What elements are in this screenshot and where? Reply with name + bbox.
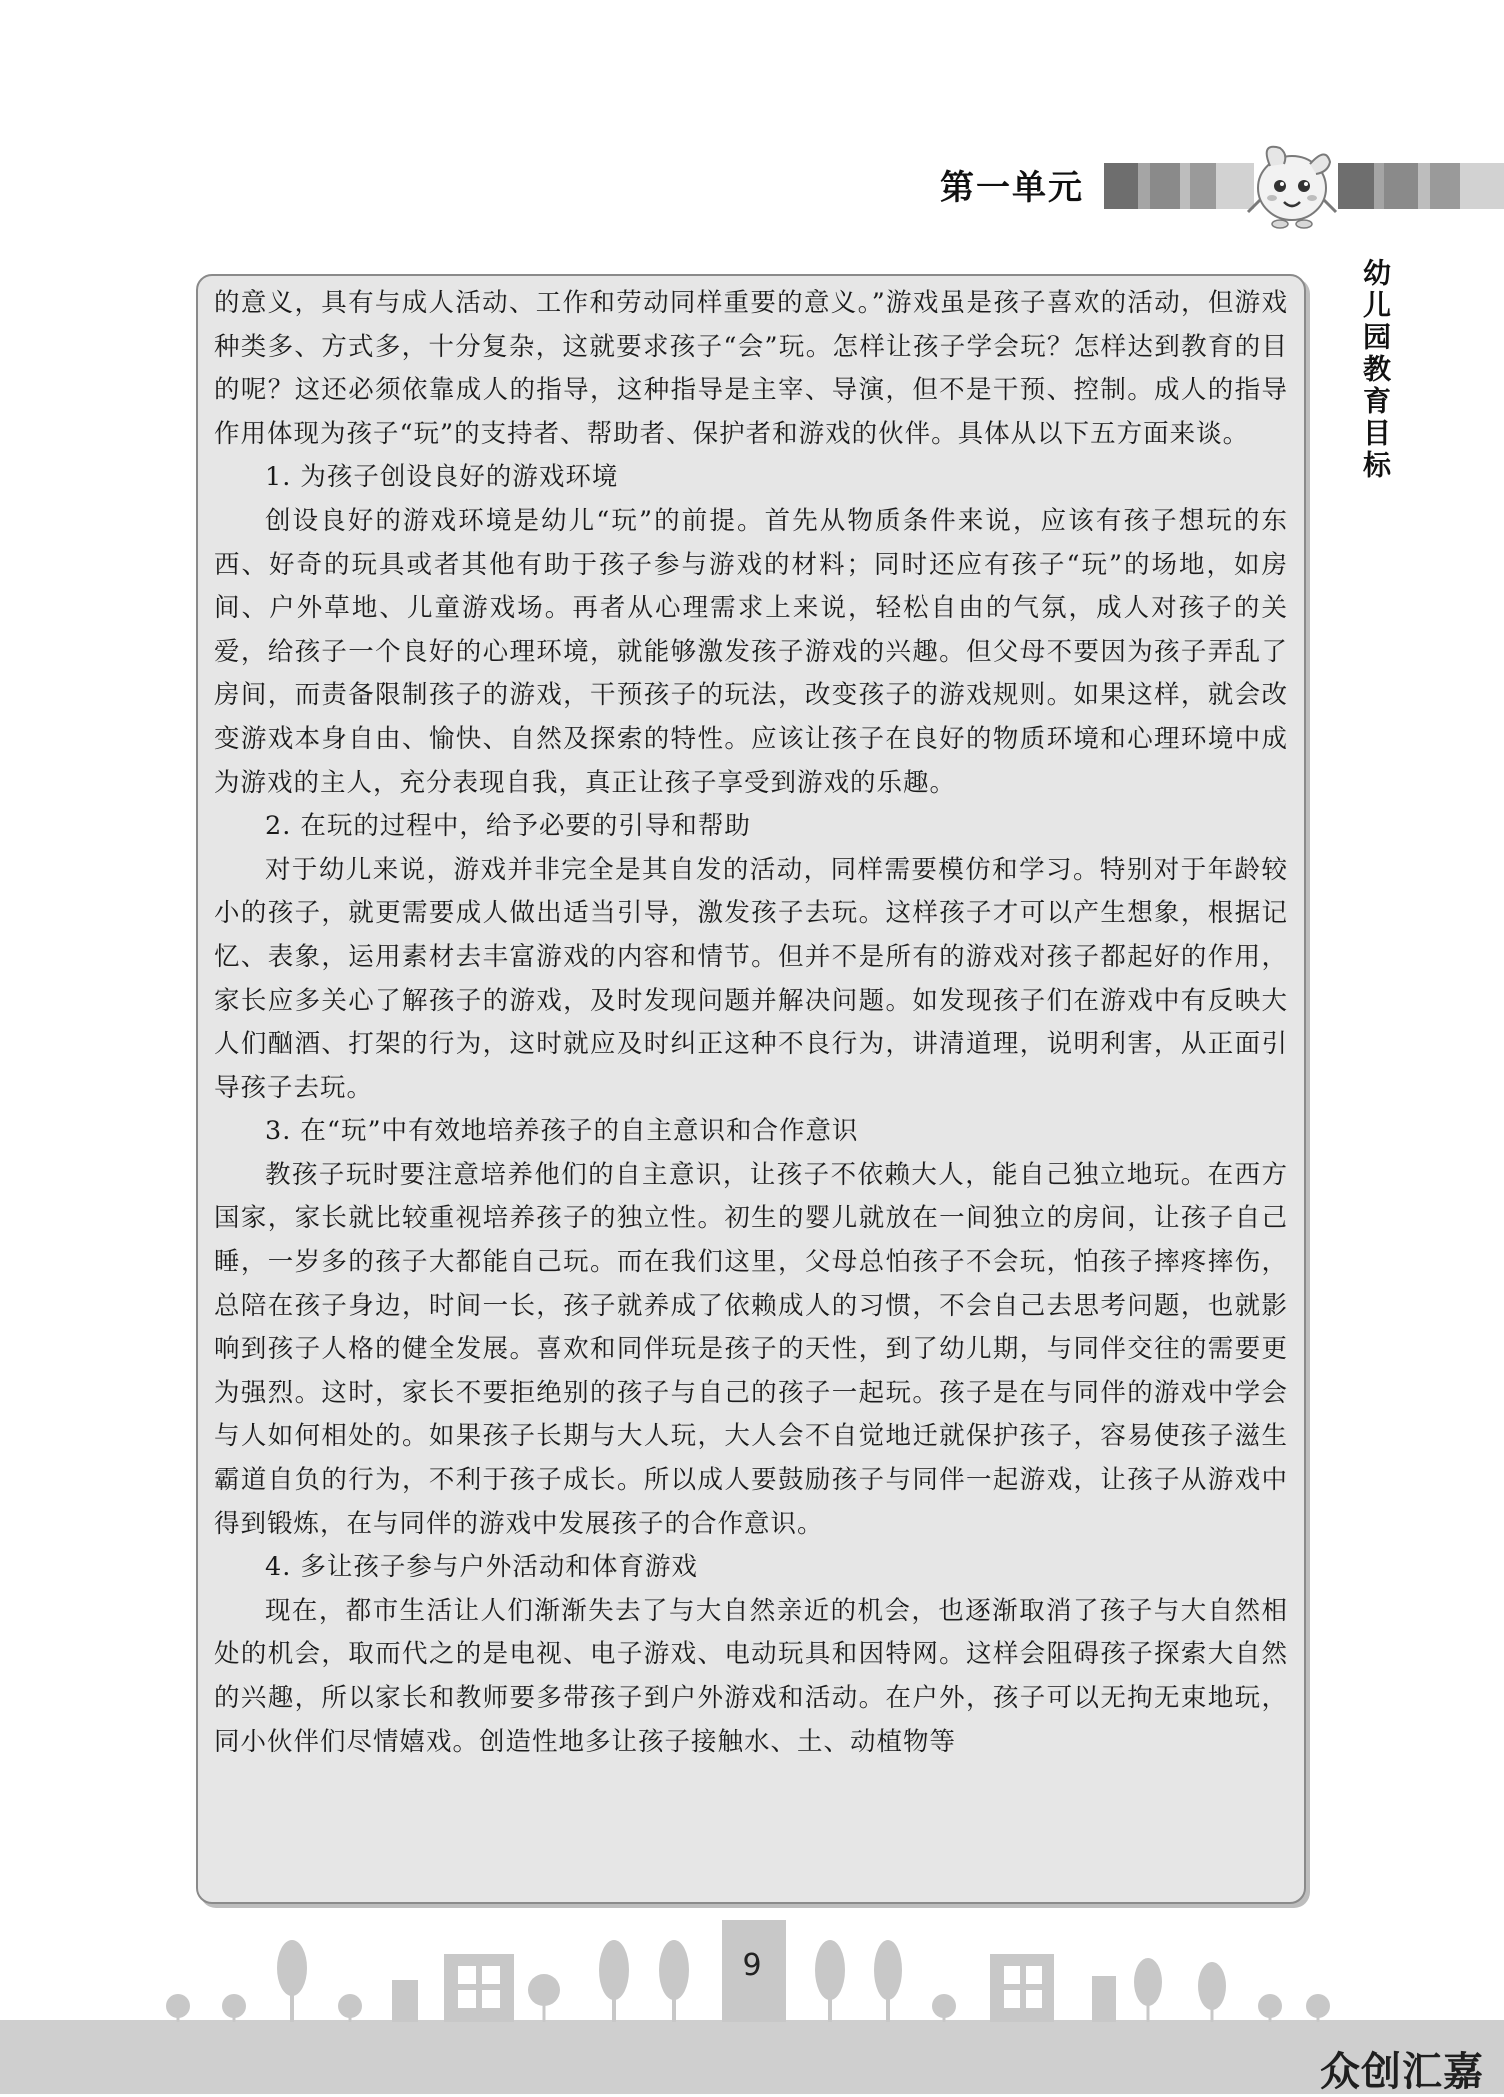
- section-heading-4: 4. 多让孩子参与户外活动和体育游戏: [265, 1552, 698, 1583]
- paragraph-section-3: 教孩子玩时要注意培养他们的自主意识，让孩子不依赖大人，能自己独立地玩。在西方国家，家长就比较重视培养孩子的独立性。初生的婴儿就放在一间独立的房间，让孩子自己睡，一岁多的孩子大都能自己玩。而在我们这里，父母总怕孩子不会玩，怕孩子摔疼摔伤，总陪在孩子身边，时间一长，孩子就养成了依赖成人的习惯，不会自己去思考问题，也就影响到孩子人格的健全发展。喜欢和同伴玩是孩子的天性，到了幼儿期，与同伴交往的需要更为强烈。这时，家长不要拒绝别的孩子与自己的孩子一起玩。孩子是在与同伴的游戏中学会与人如何相处的。如果孩子长期与大人玩，大人会不自觉地迁就保护孩子，容易使孩子滋生霸道自负的行为，不利于孩子成长。所以成人要鼓励孩子与同伴一起游戏，让孩子从游戏中得到锻炼，在与同伴的游戏中发展孩子的合作意识。: [214, 1159, 1288, 1539]
- paragraph-section-2: 对于幼儿来说，游戏并非完全是其自发的活动，同样需要模仿和学习。特别对于年龄较小的孩子，就更需要成人做出适当引导，激发孩子去玩。这样孩子才可以产生想象，根据记忆、表象，运用素材去丰富游戏的内容和情节。但并不是所有的游戏对孩子都起好的作用，家长应多关心了解孩子的游戏，及时发现问题并解决问题。如发现孩子们在游戏中有反映大人们酗酒、打架的行为，这时就应及时纠正这种不良行为，讲清道理，说明利害，从正面引导孩子去玩。: [214, 854, 1288, 1103]
- section-heading-3: 3. 在“玩”中有效地培养孩子的自主意识和合作意识: [265, 1116, 859, 1147]
- watermark-logo-text: 众创汇嘉: [1320, 2049, 1484, 2095]
- section-heading-1: 1. 为孩子创设良好的游戏环境: [265, 462, 619, 493]
- content-box: [196, 274, 1306, 1904]
- header-stripe-right: [1338, 163, 1504, 209]
- footer-scenery: [0, 1910, 1504, 2094]
- section-heading-2: 2. 在玩的过程中，给予必要的引导和帮助: [265, 811, 751, 842]
- paragraph-intro: 的意义，具有与成人活动、工作和劳动同样重要的意义。”游戏虽是孩子喜欢的活动，但游戏种类多、方式多，十分复杂，这就要求孩子“会”玩。怎样让孩子学会玩？怎样达到教育的目的呢？这还必须依靠成人的指导，这种指导是主宰、导演，但不是干预、控制。成人的指导作用体现为孩子“玩”的支持者、帮助者、保护者和游戏的伙伴。具体从以下五方面来谈。: [214, 288, 1288, 449]
- paragraph-section-1: 创设良好的游戏环境是幼儿“玩”的前提。首先从物质条件来说，应该有孩子想玩的东西、好奇的玩具或者其他有助于孩子参与游戏的材料；同时还应有孩子“玩”的场地，如房间、户外草地、儿童游戏场。再者从心理需求上来说，轻松自由的气氛，成人对孩子的关爱，给孩子一个良好的心理环境，就能够激发孩子游戏的兴趣。但父母不要因为孩子弄乱了房间，而责备限制孩子的游戏，干预孩子的玩法，改变孩子的游戏规则。如果这样，就会改变游戏本身自由、愉快、自然及探索的特性。应该让孩子在良好的物质环境和心理环境中成为游戏的主人，充分表现自我，真正让孩子享受到游戏的乐趣。: [214, 505, 1288, 798]
- mascot-illustration: [1240, 136, 1344, 232]
- header-stripe-left: [1104, 163, 1254, 209]
- unit-title: 第一单元: [940, 168, 1084, 208]
- paragraph-section-4: 现在，都市生活让人们渐渐失去了与大自然亲近的机会，也逐渐取消了孩子与大自然相处的机会，取而代之的是电视、电子游戏、电动玩具和因特网。这样会阻碍孩子探索大自然的兴趣，所以家长和教师要多带孩子到户外游戏和活动。在户外，孩子可以无拘无束地玩，同小伙伴们尽情嬉戏。创造性地多让孩子接触水、土、动植物等: [214, 1595, 1288, 1757]
- page-number: 9: [742, 1948, 762, 1983]
- side-chapter-label: 幼儿园教育目标: [1359, 258, 1392, 482]
